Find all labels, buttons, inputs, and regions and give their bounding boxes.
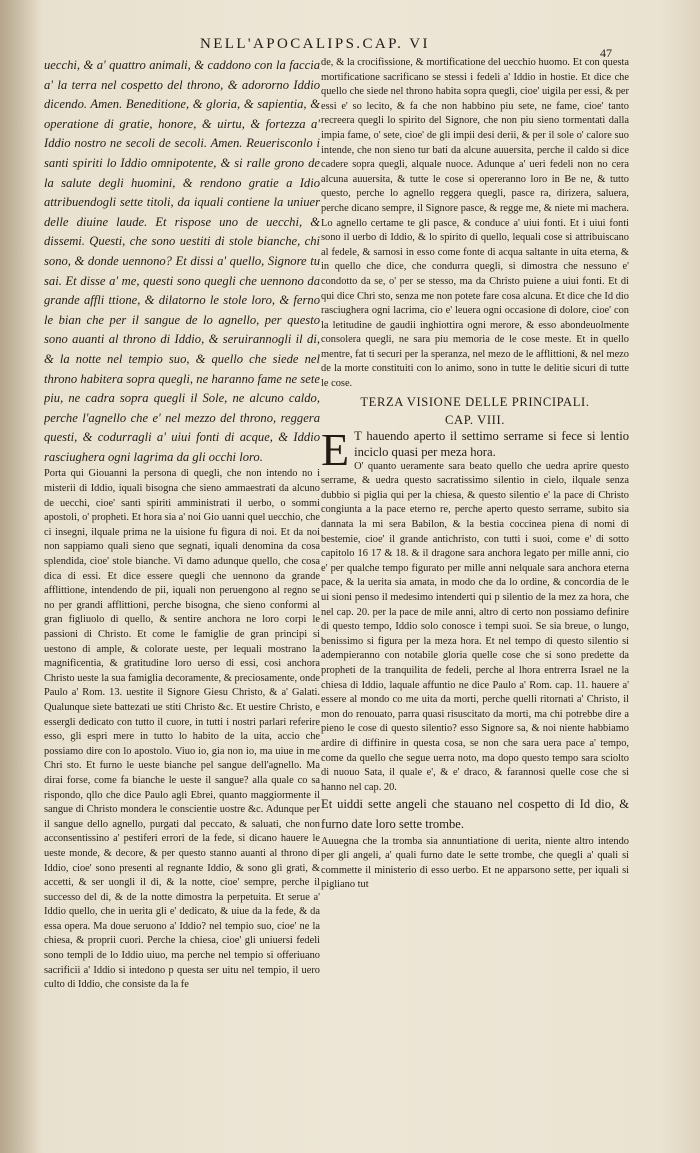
chapter-heading: CAP. VIII. (445, 412, 505, 427)
left-column (44, 56, 320, 1116)
commentary-text-continued: de, & la crocifissione, & mortificatione del uecchio huomo. Et con questa mortificatione sacrificano se stessi i fedeli a' Iddio in hostie. Et dice che quello che siede nel throno habita sopra quegli, cioe' uigila per essi, & per essi e' so lecito, & fa che non habbino piu sete, ne fame, cioe' tanto recreera quegli lo spirito del Signore, che non piu sieno tormentati dalla impia fame, o' sete, cioe' de gli impii desi derii, & per il sole o' calore suo intende, che non sieno tur bati da alcune auuersita, perche il caldo si dice cadere sopra quegli, alquale nuoce. Adunque a' ueri fedeli non no cera alcuna auuersita, & tutte le cose si opereranno loro in Be ne, & tutto questo, perche lo agnello reggera quegli, pasce ra, dirizera, saluera, perche dicano sempre, il Signore pasce, & regge me, & niete mi machera. Lo agnello certame te gli pasce, & conduce a' uiui fonti. Et i uiui fonti sono il uerbo di Iddio, & lo spirito di quello, lequali cose si attribuiscano al fedele, & sarnosi in esso come fonte di acqua saltante in uita eterna, & in quello che dice, che condurra quegli, si dimostra che nessuno e' condotto da se, o' per se stesso, ma da Christo puiene a uiui fonti. Et di qui dice Chri sto, senza me non potete fare cosa alcuna. Et dice che Id dio rasciughera ogni lacrima, cio e' leuera ogni occasione di dolore, cioe' con la letitudine de gaudii inghiottira ogni merore, & esso abondeuolmente consolera quegli, ne sara piu memoria de le cose meste. Et in quello mentre, fat ti securi per la speranza, nel mezo de le afflittioni, & nel mezo de la morte constituiti con lo animo, sono in tutte le delitie sicuri di tutte le cose. (321, 57, 629, 390)
running-head: NELL'APOCALIPS.CAP. VI (200, 36, 430, 52)
commentary-text-3: Auuegna che la tromba sia annuntiatione di uerita, niente altro intendo per gli angeli, a' quali furno date le sette trombe, che quegli a' quali si commette il ministerio di esso uerbo. Et ne apparsono sette, per iquali si pigliano tut (321, 835, 629, 891)
scripture-opening-text: T hauendo aperto il settimo serrame si fece si lentio inciclo quasi per meza hora. (354, 428, 629, 459)
binding-shadow (0, 0, 44, 1153)
scripture-text-2: Et uiddi sette angeli che stauano nel cospetto di Id dio, & furno date loro sette trombe. (321, 797, 629, 831)
page-number: 47 (600, 46, 612, 60)
drop-cap-letter: E (321, 423, 350, 475)
scripture-opening (321, 423, 629, 475)
scripture-text: uecchi, & a' quattro animali, & caddono con la faccia a' la terra nel cospetto del throno, & adororno Iddio dicendo. Amen. Beneditione, & gloria, & sapientia, & operatione di gratie, honore, & uirtu, & fortezza a' Iddio nostro ne secoli de secoli. Amen. Reuerisconlo i santi spiriti lo Iddio omnipotente, & si ralle grono de la salute degli huomini, & rendono gratie a Idio attribuendogli sette titoli, da iquali contiene la uniuer delle diuine laude. Et rispose uno de uecchi, & dissemi. Questi, che sono uestiti di stole bianche, chi sono, & donde uennono? Et dissi a' quello, Signore tu sai. Et disse a' me, questi sono quegli che uennono da grande affli ttione, & dilatorno le stole loro, & ferno le bian che per il sangue de lo agnello, per questo sono auanti al throno di Iddio, & seruirannogli il di, & la notte nel tempio suo, & quello che siede nel throno habitera sopra quegli, ne haranno fame ne sete piu, ne cadra sopra quegli il Sole, ne alcuno caldo, perche l'agnello che e' nel mezzo del throno, reggera questi, & codurragli a' uiui fonti di acque, & Iddio rasciughera ogni lagrima da gli occhi loro. (44, 58, 320, 464)
right-column (321, 56, 629, 1116)
section-heading: TERZA VISIONE DELLE PRINCIPALI. (360, 394, 590, 409)
commentary-text: Porta qui Giouanni la persona di quegli, che non intendo no i misterii di Iddio, iquali bisogna che sieno ammaestrati da alcuno de uecchi, cioe' santi spiriti amministrati il uerbo, o sommi apostoli, o' propheti. Et hora sia a' noi Gio uanni quel uecchio, che ci insegni, ilquale prima ne la uisione fu figura di noi. Et da noi non sappiamo quali sieno que segnati, iquali denomina da cosa splendida, cioe' stole bianche. Vi damo adunque quello, che cosa dica di essi. Et dice essere quegli che uennono da grande afflittione, intendendo de pii, iquali non peruengono al regno se no per grandi afflittioni, perche bisogna, che sieno conformi al gran figliuolo di quello, & sentire anchora ne loro corpi le passioni di Christo. Et come le famiglie de gran principi si uestono di ample, & colorate ueste, per lequali mostrano la magnificentia, & gratitudine loro uerso di essi, cosi anchora Christo ueste la sua famiglia decoramente, & preciosamente, onde Paulo a' Rom. 13. uestite il Signore Giesu Christo, & a' Galati. Qualunque siete battezati ue stiti Christo &c. Et uestire Christo, e essergli dedicato con tutto il cuore, in tutti i nostri parlari referire esso, gli espri mere in tutto lo habito de la uita, accio che possiamo dire con lo apostolo. Viuo io, gia non io, ma uiue in me Chri sto. Et furno le ueste bianche pel sangue dell'agnello. Ma dirai forse, come fa bianche le ueste il sangue? alla quale co sa rispondo, qllo che dice Paulo agli Ebrei, quanto maggiormente il sangue di Christo mondera le conscientie uostre &c. Adunque per il sangue dello agnello, purgati dal peccato, & saluati, che non acconsentissino a' pestiferi errori de la fede, si dicano hauere le ueste monde, & decore, & per questo stanno auanti al throno di Iddio, cioe' sono presenti al regnante Iddio, & sono gli grati, & accetti, & ser uongli il di, & la notte, cioe' sempre, perche il successo del di, & de la notte dimostra la perpetuita. Et serue a' Iddio quello, che in uerita gli e' dedicato, & uiue da la fede, & da essa opera. Ma doue seruono a' Iddio? nel tempio suo, cioe' ne la chiesa, & proprii cuori. Perche la chiesa, cioe' gli uniuersi fedeli sono templi de lo Iddio uiuo, ma perche nel tempio si offeriuano sacrificii a' Iddio si intedono p questa ser uitu nel tempio, il uero culto di Iddio, che consiste da la fe (44, 468, 320, 991)
commentary-text-2: O' quanto ueramente sara beato quello che uedra aprire questo serrame, & uedra questo sacratissimo silentio in cielo, ilquale senza dubbio si piglia qui per la chiesa, & questo silentio e' la pace di Christo congiunta a la pace eterno re, perche aperto questo serrame, subito sia dannata la mi sera Babilon, & la bestia coccinea piena di nomi di bestemie, cioe' il grande antichristo, con tutti i suoi, come e' di sotto capitolo 16 17 & 18. & il dragone sara anchora legato per mille anni, cio e' per qualche tempo figurato per mille anni nelquale sara anchora eterna pace, & la uerita sia amata, in modo che da lo ordine, & concordia de le ui sioni penso il medesimo intenderti qui p silentio de la mez za hora, che nel cap. 20. per la pace de mile anni, altro di certo non possiamo definire di questo tempo, Iddio solo conosce i tempi suoi. Se sia breue, o lungo, benissimo si figura per la meza hora. Et nel tempo di questo silentio si adempieranno con notabile gloria quelle cose che si sono predette da propheti de la tranquilita de fedeli, perche al lhora entrerra Israel ne la chiesa di Iddio, laquale affuntio ne dice Paulo a' Rom. cap. 11. hauere a' essere al mondo co me uita da morti, perche quelli ritornati a' Christo, il mon do renouato, parra quasi risuscitato da morti, ma chi potrebbe dire a pieno le cose di questo silentio? esso Signore sa, & noi niente habbiamo ardire di diffinire in questa cosa, se non che sara uera pace a' tempo, come da quello che segue uerra noto, ma dopo questo tempo sara sciolto di nuouo Sata, il quale e', & e' draco, & farannosi quelle cose che si hanno nel cap. 20. (321, 460, 629, 793)
